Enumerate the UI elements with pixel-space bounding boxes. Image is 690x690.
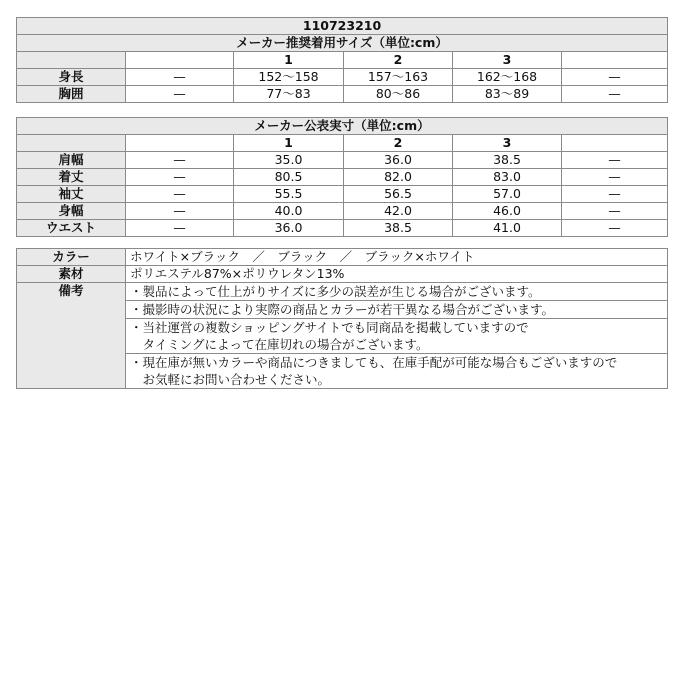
note-line: ・当社運営の複数ショッピングサイトでも同商品を掲載していますので bbox=[130, 320, 529, 335]
cell-value: 82.0 bbox=[344, 169, 453, 186]
cell-value: 38.5 bbox=[344, 220, 453, 237]
table-row bbox=[17, 283, 668, 301]
note-item bbox=[126, 354, 668, 389]
cell-value: — bbox=[126, 186, 234, 203]
cell-value: — bbox=[562, 169, 668, 186]
row-label: 袖丈 bbox=[17, 186, 126, 203]
cell-value: 36.0 bbox=[344, 152, 453, 169]
actual-measurement-table bbox=[16, 117, 668, 237]
cell-value: 157〜163 bbox=[344, 69, 453, 86]
notes-label: 備考 bbox=[17, 283, 126, 389]
cell-value: 83.0 bbox=[453, 169, 562, 186]
cell-value: 55.5 bbox=[234, 186, 344, 203]
table-row bbox=[17, 152, 668, 169]
size-header bbox=[126, 135, 234, 152]
note-line: ・製品によって仕上がりサイズに多少の誤差が生じる場合がございます。 bbox=[130, 284, 541, 299]
size-header: 2 bbox=[344, 52, 453, 69]
table-row bbox=[17, 220, 668, 237]
size-header: 2 bbox=[344, 135, 453, 152]
note-line: タイミングによって在庫切れの場合がございます。 bbox=[130, 337, 429, 352]
material-label: 素材 bbox=[17, 266, 126, 283]
product-info-table bbox=[16, 248, 668, 389]
cell-value: 56.5 bbox=[344, 186, 453, 203]
table-row bbox=[17, 186, 668, 203]
size-header bbox=[562, 135, 668, 152]
note-item bbox=[126, 283, 668, 301]
table-row bbox=[17, 266, 668, 283]
cell-value: — bbox=[126, 203, 234, 220]
color-label: カラー bbox=[17, 249, 126, 266]
cell-value: 38.5 bbox=[453, 152, 562, 169]
cell-value: 77〜83 bbox=[234, 86, 344, 103]
note-line: ・現在庫が無いカラーや商品につきましても、在庫手配が可能な場合もございますので bbox=[130, 355, 618, 370]
row-label: ウエスト bbox=[17, 220, 126, 237]
row-label: 胸囲 bbox=[17, 86, 126, 103]
table-row bbox=[17, 69, 668, 86]
color-value: ホワイト×ブラック ／ ブラック ／ ブラック×ホワイト bbox=[126, 249, 668, 266]
cell-value: — bbox=[562, 203, 668, 220]
row-label: 肩幅 bbox=[17, 152, 126, 169]
table-row bbox=[17, 249, 668, 266]
cell-value: 80.5 bbox=[234, 169, 344, 186]
cell-value: 152〜158 bbox=[234, 69, 344, 86]
note-line: お気軽にお問い合わせください。 bbox=[130, 372, 331, 387]
material-value: ポリエステル87%×ポリウレタン13% bbox=[126, 266, 668, 283]
cell-value: 162〜168 bbox=[453, 69, 562, 86]
cell-value: — bbox=[562, 186, 668, 203]
product-code: 110723210 bbox=[17, 18, 668, 35]
cell-value: — bbox=[562, 69, 668, 86]
row-label: 着丈 bbox=[17, 169, 126, 186]
recommended-size-title: メーカー推奨着用サイズ（単位:cm） bbox=[17, 35, 668, 52]
table-row bbox=[17, 169, 668, 186]
row-label: 身長 bbox=[17, 69, 126, 86]
actual-measurement-title: メーカー公表実寸（単位:cm） bbox=[17, 118, 668, 135]
cell-value: — bbox=[126, 220, 234, 237]
cell-value: — bbox=[562, 152, 668, 169]
cell-value: 41.0 bbox=[453, 220, 562, 237]
note-line: ・撮影時の状況により実際の商品とカラーが若干異なる場合がございます。 bbox=[130, 302, 555, 317]
cell-value: — bbox=[126, 69, 234, 86]
table-row bbox=[17, 203, 668, 220]
size-header-blank bbox=[17, 52, 126, 69]
size-header: 1 bbox=[234, 135, 344, 152]
recommended-size-table bbox=[16, 17, 668, 103]
cell-value: — bbox=[126, 169, 234, 186]
cell-value: — bbox=[562, 220, 668, 237]
cell-value: 83〜89 bbox=[453, 86, 562, 103]
note-item bbox=[126, 319, 668, 354]
cell-value: 57.0 bbox=[453, 186, 562, 203]
cell-value: 36.0 bbox=[234, 220, 344, 237]
cell-value: — bbox=[126, 152, 234, 169]
row-label: 身幅 bbox=[17, 203, 126, 220]
cell-value: 80〜86 bbox=[344, 86, 453, 103]
cell-value: 35.0 bbox=[234, 152, 344, 169]
cell-value: 42.0 bbox=[344, 203, 453, 220]
size-header-blank bbox=[17, 135, 126, 152]
size-header: 1 bbox=[234, 52, 344, 69]
size-header: 3 bbox=[453, 52, 562, 69]
size-header: 3 bbox=[453, 135, 562, 152]
size-header bbox=[562, 52, 668, 69]
cell-value: 40.0 bbox=[234, 203, 344, 220]
cell-value: — bbox=[126, 86, 234, 103]
cell-value: 46.0 bbox=[453, 203, 562, 220]
cell-value: — bbox=[562, 86, 668, 103]
table-row bbox=[17, 86, 668, 103]
size-header bbox=[126, 52, 234, 69]
note-item bbox=[126, 301, 668, 319]
